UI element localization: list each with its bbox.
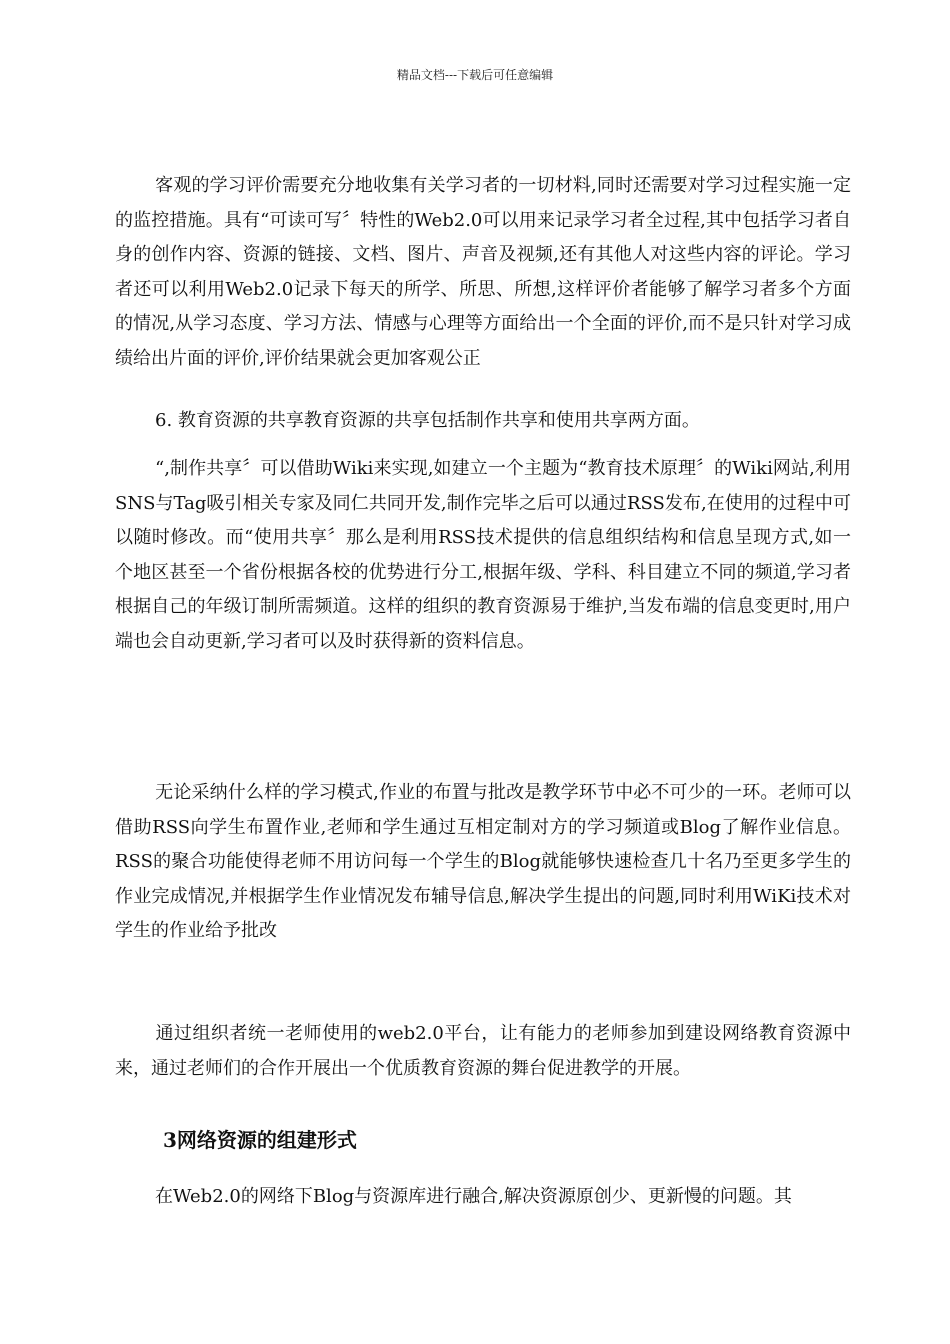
paragraph-homework <box>115 776 851 949</box>
section-heading: 3网络资源的组建形式 <box>163 1128 357 1152</box>
paragraph-wiki-sharing <box>115 452 851 659</box>
paragraph-platform-text: 通过组织者统一老师使用的web2.0平台，让有能力的老师参加到建设网络教育资源中来，通过老师们的合作开展出一个优质教育资源的舞台促进教学的开展。 <box>115 1023 851 1079</box>
paragraph-resource-sharing-text: 6. 教育资源的共享教育资源的共享包括制作共享和使用共享两方面。 <box>155 410 700 431</box>
paragraph-evaluation <box>115 169 851 376</box>
paragraph-wiki-sharing-text: “,制作共享〞可以借助Wiki来实现,如建立一个主题为“教育技术原理〞的Wiki网站,利用SNS与Tag吸引相关专家及同仁共同开发,制作完毕之后可以通过RSS发布,在使用的过程中可以随时修改。而“使用共享〞那么是利用RSS技术提供的信息组织结构和信息呈现方式,如一个地区甚至一个省份根据各校的优势进行分工,根据年级、学科、科目建立不同的频道,学习者根据自己的年级订制所需频道。这样的组织的教育资源易于维护,当发布端的信息变更时,用户端也会自动更新,学习者可以及时获得新的资料信息。 <box>115 458 851 652</box>
paragraph-evaluation-text: 客观的学习评价需要充分地收集有关学习者的一切材料,同时还需要对学习过程实施一定的监控措施。具有“可读可写〞特性的Web2.0可以用来记录学习者全过程,其中包括学习者自身的创作内容、资源的链接、文档、图片、声音及视频,还有其他人对这些内容的评论。学习者还可以利用Web2.0记录下每天的所学、所思、所想,这样评价者能够了解学习者多个方面的情况,从学习态度、学习方法、情感与心理等方面给出一个全面的评价,而不是只针对学习成绩给出片面的评价,评价结果就会更加客观公正 <box>115 175 851 369</box>
paragraph-platform <box>115 1017 851 1086</box>
paragraph-blog-fusion <box>115 1180 851 1215</box>
page-header: 精品文档---下载后可任意编辑 <box>396 68 554 82</box>
paragraph-resource-sharing <box>115 404 851 439</box>
paragraph-homework-text: 无论采纳什么样的学习模式,作业的布置与批改是教学环节中必不可少的一环。老师可以借助RSS向学生布置作业,老师和学生通过互相定制对方的学习频道或Blog了解作业信息。RSS的聚合功能使得老师不用访问每一个学生的Blog就能够快速检查几十名乃至更多学生的作业完成情况,并根据学生作业情况发布辅导信息,解决学生提出的问题,同时利用WiKi技术对学生的作业给予批改 <box>115 782 851 941</box>
paragraph-blog-fusion-text: 在Web2.0的网络下Blog与资源库进行融合,解决资源原创少、更新慢的问题。其 <box>155 1186 792 1207</box>
